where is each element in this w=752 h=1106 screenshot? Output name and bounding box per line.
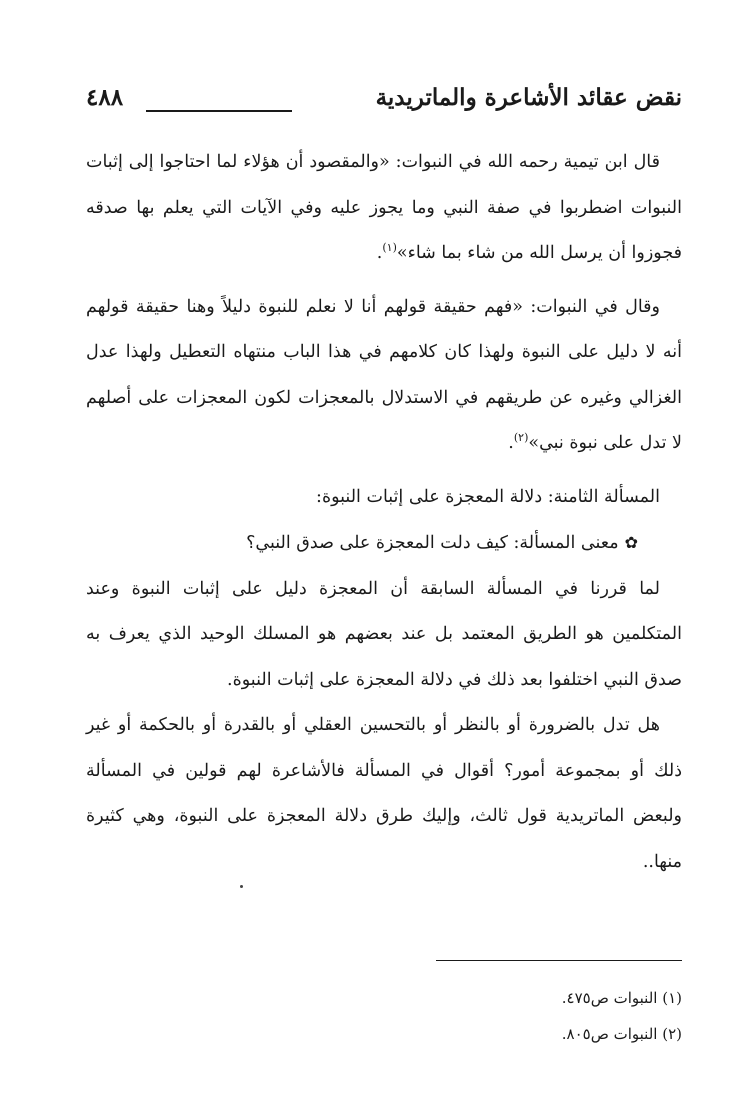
- footnote-rule: [436, 960, 682, 961]
- paragraph-quote-2: [86, 285, 682, 467]
- body-text: [86, 140, 682, 885]
- footnote-ref: (١): [382, 241, 397, 255]
- paragraph-tail: .: [376, 243, 383, 263]
- stray-dot: [240, 885, 243, 888]
- running-header: [86, 84, 682, 124]
- footnote-1: (١) النبوات ص٤٧٥.: [561, 989, 682, 1007]
- section-heading: [86, 475, 682, 521]
- paragraph-quote-1: [86, 140, 682, 277]
- paragraph-text: وقال في النبوات: «فهم حقيقة قولهم أنا لا نعلم للنبوة دليلاً وهنا حقيقة قولهم أنه لا دليل على النبوة ولهذا كان كلامهم في هذا الباب منتهاه التعطيل ولهذا عدل الغزالي وغيره عن طريقهم في الاستدلال بالمعجزات لكون المعجزات على أصلهم لا تدل على نبوة نبي»: [86, 296, 682, 453]
- issue-meaning: [86, 520, 682, 567]
- header-title: نقض عقائد الأشاعرة والماتريدية: [375, 84, 682, 111]
- paragraph-tail: .: [508, 433, 514, 453]
- flower-icon: ✿: [624, 533, 638, 552]
- paragraph-text: قال ابن تيمية رحمه الله في النبوات: «والمقصود أن هؤلاء لما احتاجوا إلى إثبات النبوات اضطربوا في صفة النبي وما يجوز عليه وفي الآيات التي يعلم بها صدقه فجوزوا أن يرسل الله من شاء بما شاء»: [86, 152, 682, 263]
- footnote-2: (٢) النبوات ص٨٠٥.: [561, 1025, 682, 1043]
- issue-meaning-text: معنى المسألة: كيف دلت المعجزة على صدق النبي؟: [246, 533, 619, 553]
- footnote-ref: (٢): [513, 431, 529, 445]
- header-rule: [146, 110, 292, 112]
- paragraph-explanation: [86, 567, 682, 704]
- paragraph-question: [86, 703, 682, 885]
- paragraph-text: لما قررنا في المسألة السابقة أن المعجزة دليل على إثبات النبوة وعند المتكلمين هو الطريق المعتمد بل عند بعضهم هو المسلك الوحيد الذي يعرف به صدق النبي اختلفوا بعد ذلك في دلالة المعجزة على إثبات النبوة.: [86, 578, 682, 690]
- page-number: ٤٨٨: [86, 84, 124, 111]
- section-heading-text: المسألة الثامنة: دلالة المعجزة على إثبات النبوة:: [316, 486, 660, 507]
- paragraph-text: هل تدل بالضرورة أو بالنظر أو بالتحسين العقلي أو بالقدرة أو بالحكمة أو غير ذلك أو بمجموعة أمور؟ أقوال في المسألة فالأشاعرة لهم قولين في المسألة ولبعض الماتريدية قول ثالث، وإليك طرق دلالة المعجزة على النبوة، وهي كثيرة منها..: [86, 715, 682, 872]
- footnotes: [86, 980, 682, 1052]
